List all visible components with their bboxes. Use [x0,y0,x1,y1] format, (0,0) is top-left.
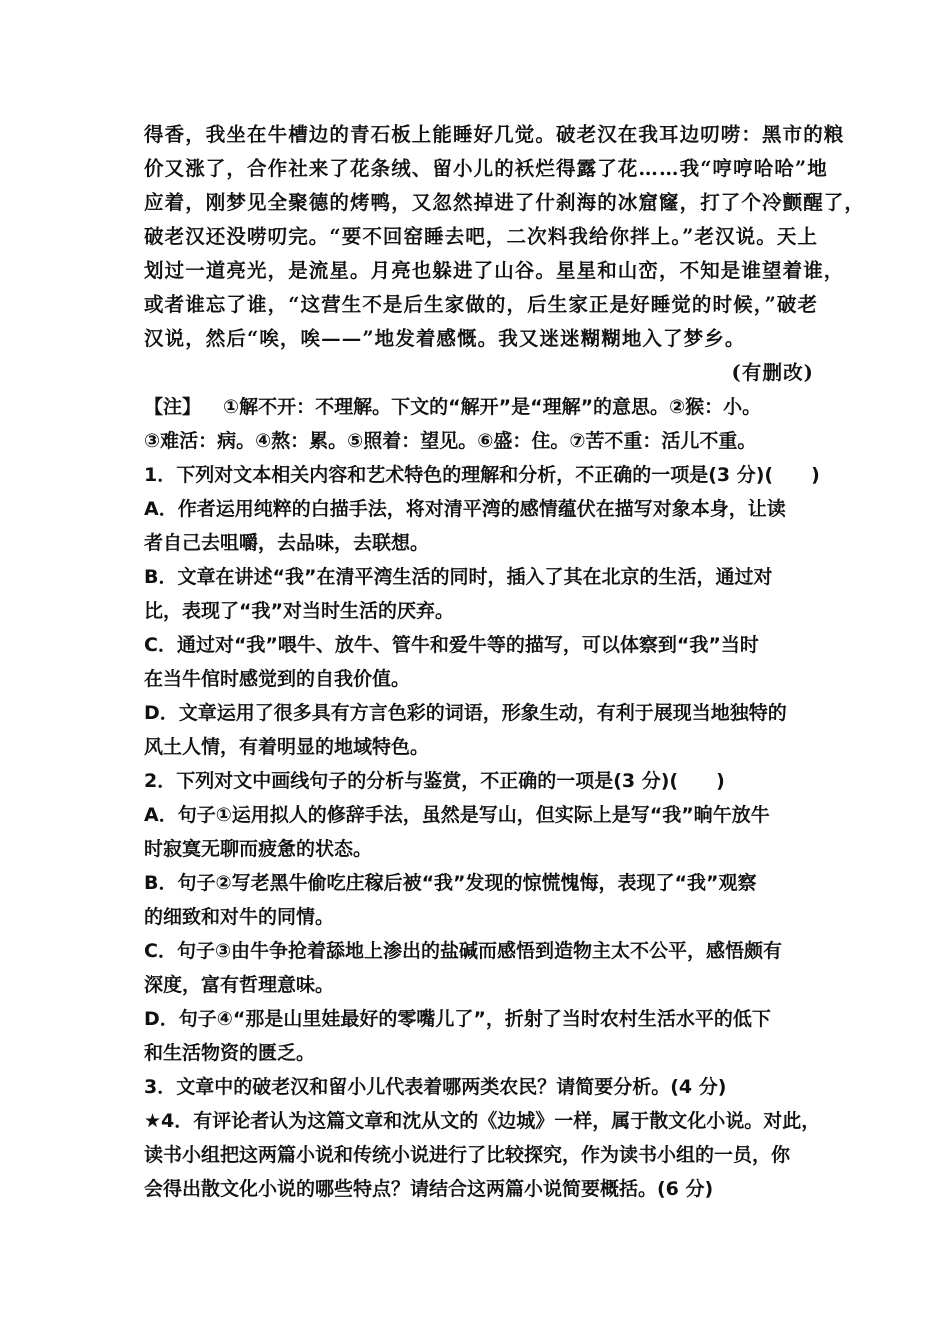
option-1a-cont: 者自己去咀嚼，去品味，去联想。 [144,532,430,554]
question-4: ★4．有评论者认为这篇文章和沈从文的《边城》一样，属于散文化小说。对此， [144,1110,821,1132]
story-line: 汉说，然后“唉，唉——”地发着感慨。我又迷迷糊糊地入了梦乡。 [144,327,746,350]
note-text: ③难活：病。④熬：累。⑤照着：望见。⑥盛：住。⑦苦不重：活儿不重。 [144,430,757,452]
option-2d: D．句子④“那是山里娃最好的零嘴儿了”，折射了当时农村生活水平的低下 [144,1008,771,1030]
story-line: 划过一道亮光，是流星。月亮也躲进了山谷。星星和山峦，不知是谁望着谁， [144,259,845,282]
story-line: 破老汉还没唠叨完。“要不回窑睡去吧，二次料我给你拌上。”老汉说。天上 [144,225,819,248]
story-line: 或者谁忘了谁，“这营生不是后生家做的，后生家正是好睡觉的时候，”破老 [144,293,819,316]
source-note: (有删改) [731,361,814,384]
option-1b-cont: 比，表现了“我”对当时生活的厌弃。 [144,600,454,622]
question-4-cont: 会得出散文化小说的哪些特点？请结合这两篇小说简要概括。(6 分) [144,1178,714,1200]
option-1b: B．文章在讲述“我”在清平湾生活的同时，插入了其在北京的生活，通过对 [144,566,773,588]
note-text: ①解不开：不理解。下文的“解开”是“理解”的意思。②猴：小。 [223,396,762,418]
question-2: 2．下列对文中画线句子的分析与鉴赏，不正确的一项是(3 分)( ) [144,770,725,792]
option-2a-cont: 时寂寞无聊而疲惫的状态。 [144,838,373,860]
option-1d: D．文章运用了很多具有方言色彩的词语，形象生动，有利于展现当地独特的 [144,702,787,724]
document-page [144,118,866,1206]
option-2d-cont: 和生活物资的匮乏。 [144,1042,316,1064]
story-line: 得香，我坐在牛槽边的青石板上能睡好几觉。破老汉在我耳边叨唠：黑市的粮 [144,123,845,146]
option-1c-cont: 在当牛倌时感觉到的自我价值。 [144,668,411,690]
question-1: 1．下列对文本相关内容和艺术特色的理解和分析，不正确的一项是(3 分)( ) [144,464,820,486]
story-line: 应着，刚梦见全聚德的烤鸭，又忽然掉进了什刹海的冰窟窿，打了个冷颤醒了， [144,191,866,214]
questions [144,458,821,1206]
question-4-cont: 读书小组把这两篇小说和传统小说进行了比较探究，作为读书小组的一员，你 [144,1144,791,1166]
story-excerpt [144,118,866,390]
note-label: 【注】 [144,396,202,418]
option-2c: C．句子③由牛争抢着舔地上渗出的盐碱而感悟到造物主太不公平，感悟颇有 [144,940,783,962]
option-1c: C．通过对“我”喂牛、放牛、管牛和爱牛等的描写，可以体察到“我”当时 [144,634,759,656]
question-3: 3．文章中的破老汉和留小儿代表着哪两类农民？请简要分析。(4 分) [144,1076,727,1098]
story-line: 价又涨了，合作社来了花条绒、留小儿的袄烂得露了花……我“哼哼哈哈”地 [144,157,828,180]
option-2a: A．句子①运用拟人的修辞手法，虽然是写山，但实际上是写“我”晌午放牛 [144,804,770,826]
option-2b-cont: 的细致和对牛的同情。 [144,906,335,928]
option-2b: B．句子②写老黑牛偷吃庄稼后被“我”发现的惊慌愧悔，表现了“我”观察 [144,872,757,894]
annotation-note [144,390,814,458]
option-1d-cont: 风土人情，有着明显的地域特色。 [144,736,430,758]
option-2c-cont: 深度，富有哲理意味。 [144,974,335,996]
option-1a: A．作者运用纯粹的白描手法，将对清平湾的感情蕴伏在描写对象本身，让读 [144,498,786,520]
